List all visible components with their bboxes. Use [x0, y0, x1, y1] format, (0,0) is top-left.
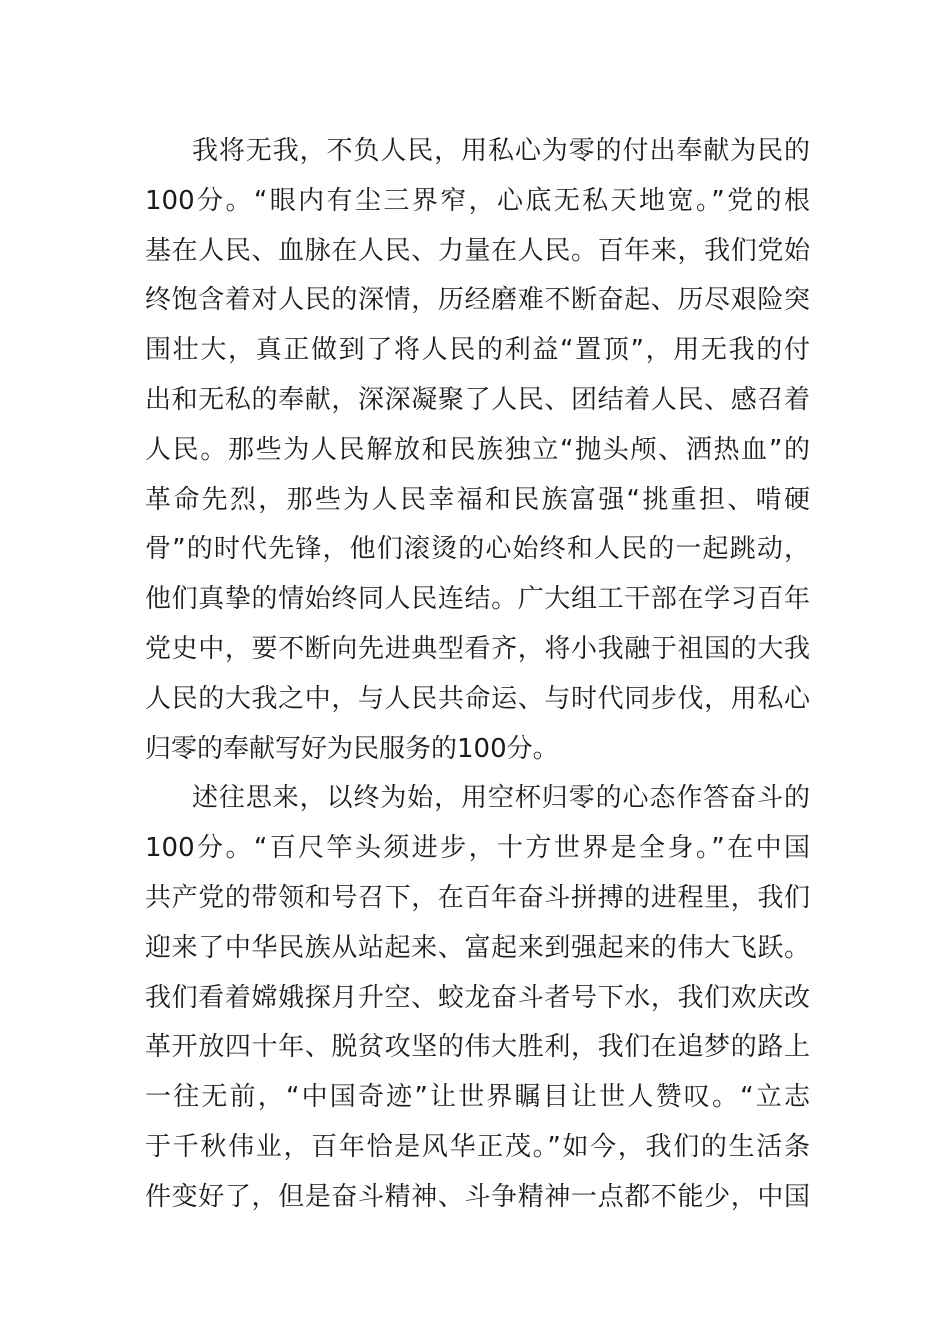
text-line: 骨”的时代先锋，他们滚烫的心始终和人民的一起跳动，	[145, 534, 810, 565]
text-line: 基在人民、血脉在人民、力量在人民。百年来，我们党始	[145, 235, 810, 266]
text-line: 迎来了中华民族从站起来、富起来到强起来的伟大飞跃。	[145, 932, 810, 963]
text-line: 党史中，要不断向先进典型看齐，将小我融于祖国的大我	[145, 633, 810, 664]
text-line: 人民的大我之中，与人民共命运、与时代同步伐，用私心	[145, 683, 810, 714]
text-line: 终饱含着对人民的深情，历经磨难不断奋起、历尽艰险突	[145, 285, 810, 316]
text-line: 100分。“百尺竿头须进步，十方世界是全身。”在中国	[145, 833, 810, 864]
text-line: 我们看着嫦娥探月升空、蛟龙奋斗者号下水，我们欢庆改	[145, 982, 810, 1013]
text-line: 件变好了，但是奋斗精神、斗争精神一点都不能少，中国	[145, 1181, 810, 1212]
text-line: 100分。“眼内有尘三界窄，心底无私天地宽。”党的根	[145, 185, 810, 216]
text-line: 他们真挚的情始终同人民连结。广大组工干部在学习百年	[145, 584, 810, 615]
text-line: 一往无前，“中国奇迹”让世界瞩目让世人赞叹。“立志	[145, 1082, 810, 1113]
text-line: 我将无我，不负人民，用私心为零的付出奉献为民的	[192, 136, 810, 166]
paragraph-2	[145, 774, 810, 1222]
text-line: 革命先烈，那些为人民幸福和民族富强“挑重担、啃硬	[145, 484, 810, 515]
text-line: 于千秋伟业，百年恰是风华正茂。”如今，我们的生活条	[145, 1131, 810, 1162]
text-line: 围壮大，真正做到了将人民的利益“置顶”，用无我的付	[145, 335, 810, 366]
text-line: 共产党的带领和号召下，在百年奋斗拼搏的进程里，我们	[145, 882, 810, 913]
body-text	[145, 127, 810, 1223]
text-line: 出和无私的奉献，深深凝聚了人民、团结着人民、感召着	[145, 384, 810, 415]
text-line: 述往思来，以终为始，用空杯归零的心态作答奋斗的	[192, 783, 810, 814]
text-line: 革开放四十年、脱贫攻坚的伟大胜利，我们在追梦的路上	[145, 1032, 810, 1063]
text-line: 人民。那些为人民解放和民族独立“抛头颅、洒热血”的	[145, 434, 810, 465]
paragraph-1	[145, 127, 810, 774]
text-line: 归零的奉献写好为民服务的100分。	[145, 733, 559, 764]
